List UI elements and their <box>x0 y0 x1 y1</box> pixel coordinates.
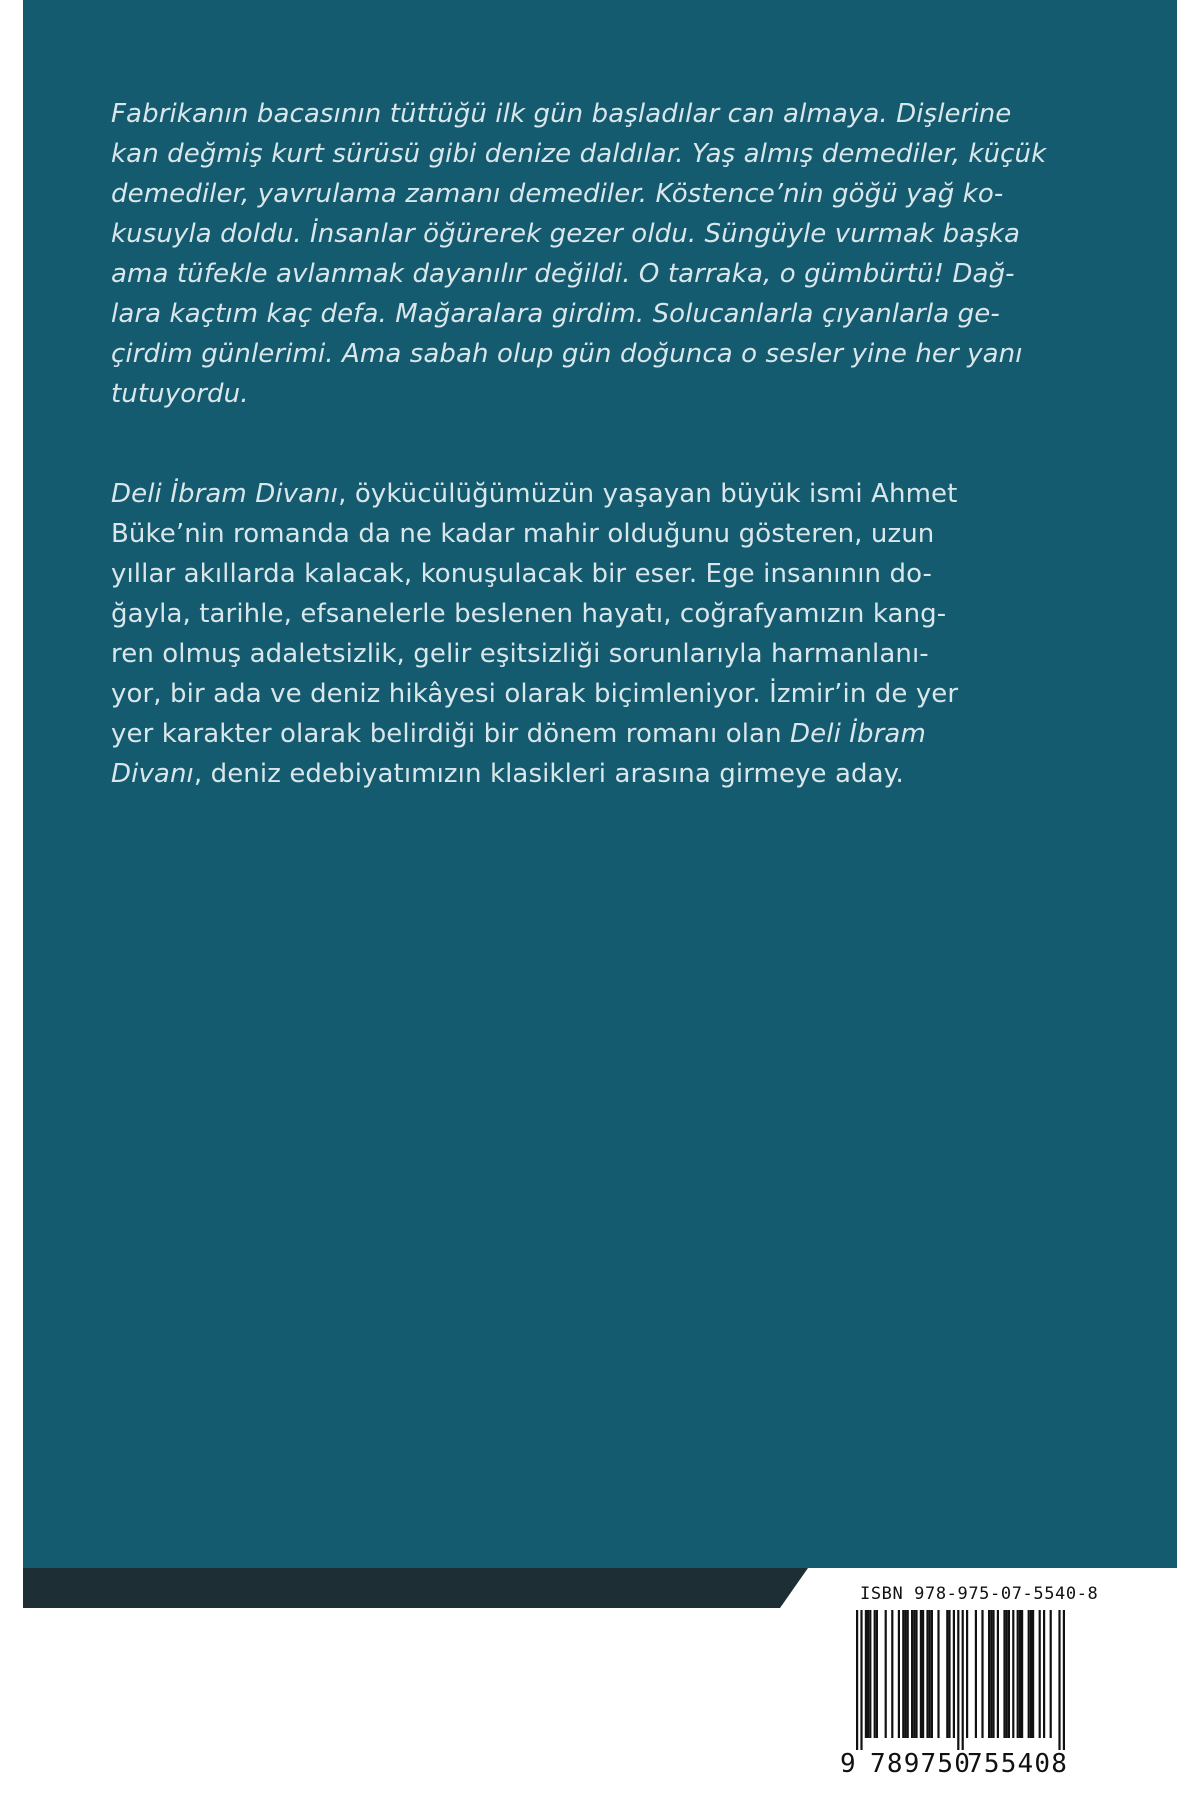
barcode-bar <box>981 1610 983 1738</box>
barcode-bar <box>898 1610 900 1738</box>
excerpt-line: demediler, yavrulama zamanı demediler. Köstence’nin göğü yağ ko- <box>111 179 1004 209</box>
excerpt-line: Fabrikanın bacasının tüttüğü ilk gün başladılar can almaya. Dişlerine <box>111 99 1012 129</box>
excerpt-line: tutuyordu. <box>111 379 249 409</box>
excerpt-line: lara kaçtım kaç defa. Mağaralara girdim. Solucanlarla çıyanlarla ge- <box>111 299 1000 329</box>
barcode-bar <box>1003 1610 1005 1738</box>
barcode-bar <box>948 1610 950 1738</box>
isbn-label: ISBN 978-975-07-5540-8 <box>860 1584 1099 1604</box>
barcode-bar <box>966 1610 968 1738</box>
barcode-bar <box>915 1610 917 1738</box>
book-title: Deli İbram Divanı <box>111 479 339 509</box>
barcode-bar <box>1028 1610 1030 1738</box>
ean-left-digits: 789750 <box>870 1749 972 1779</box>
blurb-text: yer karakter olarak belirdiği bir dönem romanı olan <box>111 719 791 749</box>
barcode-bar <box>1032 1610 1034 1738</box>
barcode-bar <box>913 1610 915 1738</box>
blurb-line: ğayla, tarihle, efsanelerle beslenen hayatı, coğrafyamızın kang- <box>111 599 947 629</box>
barcode-bar <box>992 1610 994 1738</box>
barcode-bar <box>876 1610 878 1738</box>
barcode-bar <box>946 1610 948 1738</box>
barcode-bar <box>1039 1610 1041 1738</box>
barcode-bar <box>957 1610 959 1750</box>
barcode-bar <box>865 1610 867 1738</box>
barcode-bar <box>902 1610 904 1738</box>
barcode-bar <box>869 1610 871 1738</box>
ean-right-digits: 755408 <box>967 1749 1069 1779</box>
barcode-bar <box>953 1610 955 1738</box>
blurb-line: Büke’nin romanda da ne kadar mahir olduğunu gösteren, uzun <box>111 519 935 549</box>
barcode-bar <box>1043 1610 1045 1738</box>
excerpt-line: kan değmiş kurt sürüsü gibi denize daldılar. Yaş almış demediler, küçük <box>111 139 1047 169</box>
blurb-line <box>111 754 1021 794</box>
barcode-bar <box>911 1610 913 1738</box>
barcode-bar <box>1050 1610 1052 1738</box>
barcode-bar <box>860 1610 862 1750</box>
barcode-bar <box>920 1610 922 1738</box>
barcode-bar <box>874 1610 876 1738</box>
barcode-bar <box>975 1610 977 1738</box>
barcode-bar <box>922 1610 924 1738</box>
barcode-bar <box>1063 1610 1065 1750</box>
barcode-bar <box>937 1610 939 1738</box>
book-title: Deli İbram <box>790 719 926 749</box>
barcode-bar <box>1008 1610 1010 1738</box>
blurb-paragraph <box>111 474 1021 794</box>
excerpt-line: ama tüfekle avlanmak dayanılır değildi. O tarraka, o gümbürtü! Dağ- <box>111 259 1015 289</box>
barcode-bar <box>926 1610 928 1738</box>
barcode-bar <box>931 1610 933 1738</box>
barcode-bar <box>867 1610 869 1738</box>
barcode-bar <box>885 1610 887 1738</box>
barcode-bar <box>907 1610 909 1738</box>
barcode-bar <box>1019 1610 1021 1738</box>
barcode-bar <box>990 1610 992 1738</box>
blurb-line: ren olmuş adaletsizlik, gelir eşitsizliği sorunlarıyla harmanlanı- <box>111 639 929 669</box>
blurb-text: , öykücülüğümüzün yaşayan büyük ismi Ahmet <box>338 479 958 509</box>
blurb-line: yıllar akıllarda kalacak, konuşulacak bir eser. Ege insanının do- <box>111 559 933 589</box>
barcode-bar <box>1006 1610 1008 1738</box>
blurb-line <box>111 474 1021 514</box>
excerpt-line: çirdim günlerimi. Ama sabah olup gün doğunca o sesler yine her yanı <box>111 339 1023 369</box>
excerpt-line: kusuyla doldu. İnsanlar öğürerek gezer oldu. Süngüyle vurmak başka <box>111 219 1021 249</box>
barcode-bar <box>1021 1610 1023 1738</box>
barcode-bar <box>997 1610 999 1738</box>
blurb-line: yor, bir ada ve deniz hikâyesi olarak biçimleniyor. İzmir’in de yer <box>111 679 959 709</box>
blurb-text: , deniz edebiyatımızın klasikleri arasına girmeye aday. <box>193 759 904 789</box>
barcode-bar <box>1012 1610 1014 1738</box>
barcode-bar <box>891 1610 893 1738</box>
barcode-bar <box>929 1610 931 1738</box>
book-title: Divanı <box>111 759 194 789</box>
ean-first-digit: 9 <box>840 1749 856 1779</box>
barcode-bar <box>1030 1610 1032 1738</box>
blurb-line <box>111 714 1021 754</box>
barcode-image <box>856 1610 1066 1750</box>
barcode-bar <box>988 1610 990 1738</box>
excerpt-paragraph <box>111 94 1047 414</box>
barcode-bar <box>1058 1610 1060 1750</box>
barcode-bar <box>904 1610 906 1738</box>
barcode-bar <box>856 1610 858 1750</box>
barcode-bar <box>962 1610 964 1750</box>
barcode-bar <box>1017 1610 1019 1738</box>
